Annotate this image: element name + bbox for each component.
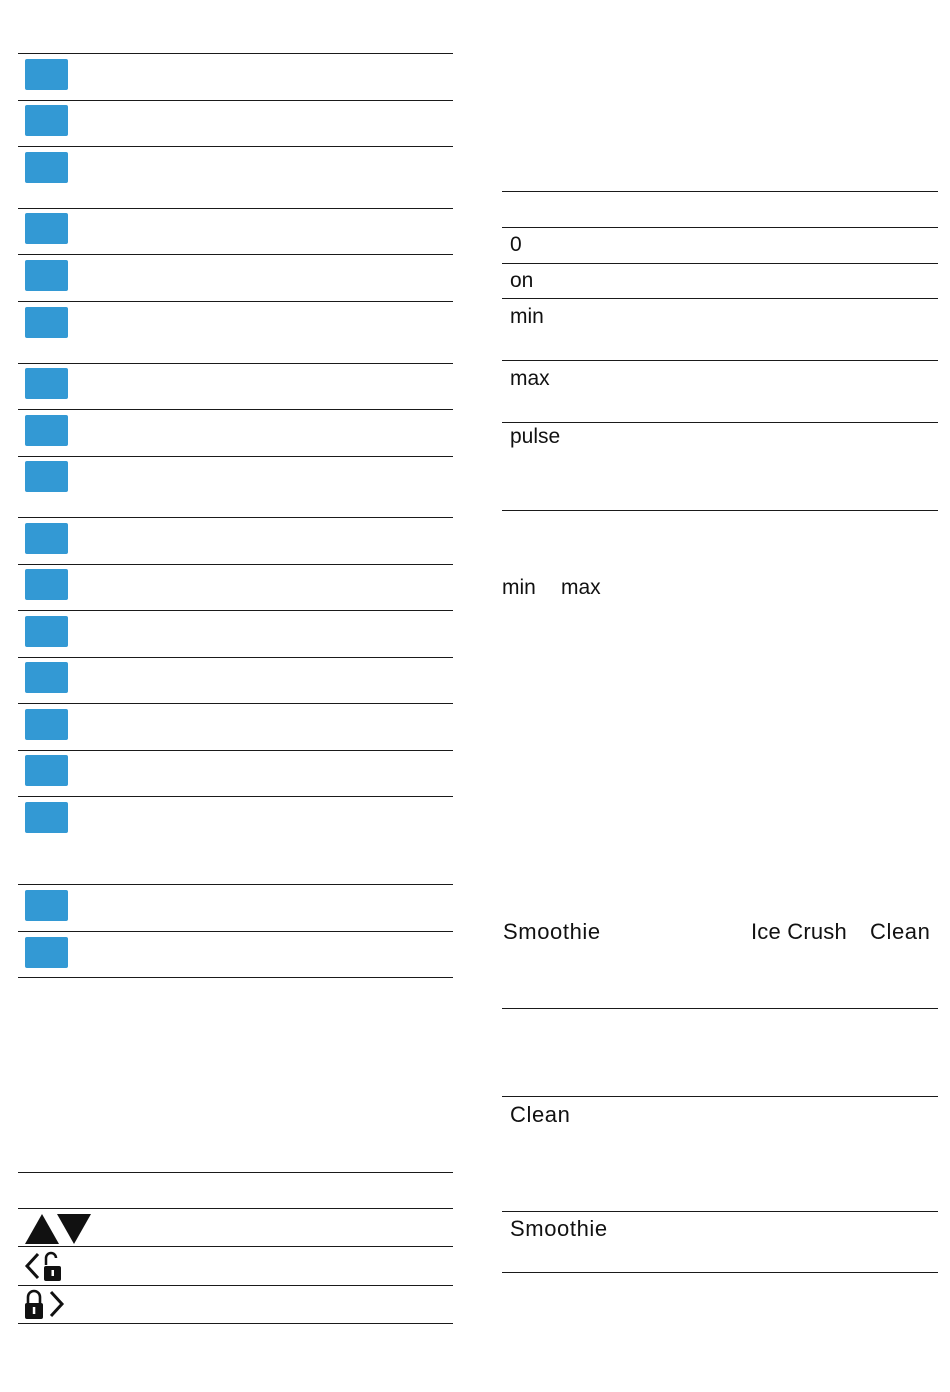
item-number-badge [25,105,68,136]
item-number-badge [25,709,68,740]
table-rule [502,227,938,228]
table-rule [502,1008,938,1009]
table-rule [502,1096,938,1097]
table-rule [502,360,938,361]
table-rule [502,298,938,299]
table-rule [18,409,453,410]
table-rule [18,750,453,751]
unlock-icon [24,1251,64,1283]
item-number-badge [25,802,68,833]
table-rule [18,146,453,147]
item-number-badge [25,59,68,90]
table-rule [18,254,453,255]
speed-setting-label: pulse [510,425,561,448]
program-label: Clean [510,1102,571,1127]
program-clean-label: Clean [870,919,931,944]
table-rule [502,1211,938,1212]
table-rule [18,884,453,885]
item-number-badge [25,890,68,921]
table-rule [18,564,453,565]
table-rule [18,456,453,457]
item-number-badge [25,260,68,291]
lock-icon [24,1289,68,1321]
table-rule [18,1172,453,1173]
table-rule [18,657,453,658]
item-number-badge [25,415,68,446]
table-rule [18,977,453,978]
table-rule [502,510,938,511]
table-rule [18,1323,453,1324]
arrows-up-down-icon [25,1213,93,1245]
item-number-badge [25,523,68,554]
table-rule [18,703,453,704]
table-rule [18,301,453,302]
program-smoothie-label: Smoothie [503,919,601,944]
table-rule [18,363,453,364]
table-rule [502,191,938,192]
item-number-badge [25,213,68,244]
program-label: Smoothie [510,1216,608,1241]
table-rule [502,1272,938,1273]
item-number-badge [25,368,68,399]
item-number-badge [25,616,68,647]
table-rule [502,422,938,423]
item-number-badge [25,461,68,492]
program-ice-crush-label: Ice Crush [751,919,847,944]
item-number-badge [25,937,68,968]
table-rule [18,796,453,797]
table-rule [18,1285,453,1286]
speed-setting-label: 0 [510,233,522,256]
speed-range-max: max [561,576,601,599]
table-rule [18,208,453,209]
table-rule [18,1246,453,1247]
item-number-badge [25,662,68,693]
table-rule [18,53,453,54]
table-rule [18,610,453,611]
table-rule [18,517,453,518]
item-number-badge [25,755,68,786]
speed-range-min: min [502,576,536,599]
table-rule [18,100,453,101]
item-number-badge [25,569,68,600]
speed-setting-label: min [510,305,544,328]
table-rule [18,931,453,932]
speed-setting-label: on [510,269,534,292]
table-rule [18,1208,453,1209]
table-rule [502,263,938,264]
item-number-badge [25,307,68,338]
speed-setting-label: max [510,367,550,390]
item-number-badge [25,152,68,183]
